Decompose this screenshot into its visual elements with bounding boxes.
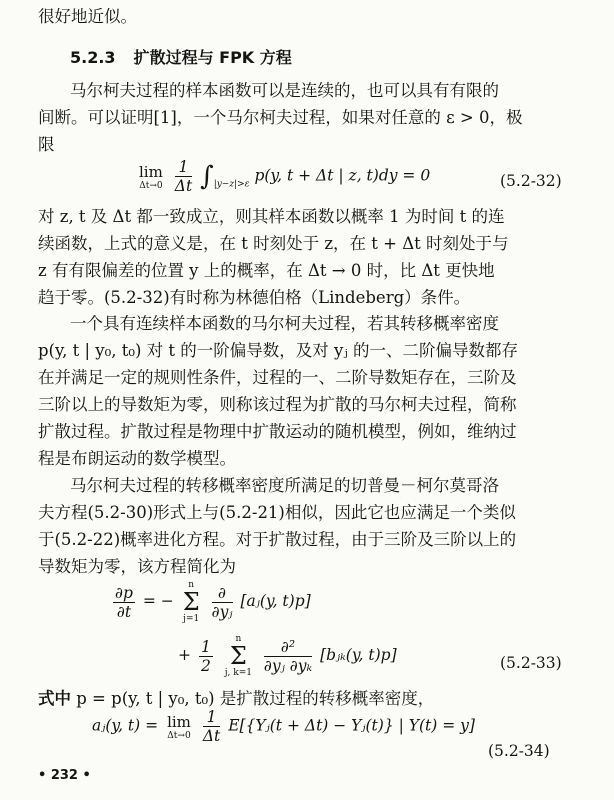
- where-line: [38, 688, 582, 710]
- para1-line-1: 马尔柯夫过程的样本函数可以是连续的，也可以具有有限的: [70, 81, 499, 100]
- section-heading: [70, 45, 310, 68]
- section-number: 5.2.3: [70, 48, 116, 67]
- para2-line-2: 续函数，上式的意义是，在 t 时刻处于 z，在 t + Δt 时刻处于与: [38, 234, 509, 253]
- diffusion-term: [bⱼₖ(y, t)p]: [320, 646, 397, 664]
- first-derivative-fraction: $\frac{\partial}{\text{∂yⱼ}}$: [211, 583, 233, 621]
- where-text: p = p(y, t | y₀, t₀) 是扩散过程的转移概率密度，: [76, 689, 435, 708]
- second-derivative-fraction: $\frac{\text{∂²}}{\text{∂yⱼ ∂yₖ}}$: [263, 637, 313, 675]
- equation-5-2-34: [92, 708, 475, 745]
- equation-number-5-2-34: (5.2-34): [488, 742, 550, 760]
- para3-line-5: 扩散过程。扩散过程是物理中扩散运动的随机模型，例如，维纳过: [38, 422, 517, 441]
- para4-line-3: 于(5.2-22)概率进化方程。对于扩散过程，由于三阶及三阶以上的: [38, 530, 517, 549]
- limit-operator: lim Δt→0: [139, 162, 163, 191]
- equation-number-5-2-32: (5.2-32): [500, 172, 562, 190]
- one-half-fraction: $\frac{1}{2}$: [200, 637, 211, 675]
- fraction-one-over-dt-2: $\frac{1}{\Delta t}$: [202, 708, 221, 745]
- integrand: p(y, t + Δt | z, t)dy = 0: [254, 166, 431, 185]
- equation-5-2-33-line-2: [178, 634, 397, 678]
- para2-line-3: z 有有限偏差的位置 y 上的概率，在 Δt → 0 时，比 Δt 更快地: [38, 261, 495, 280]
- sum-operator-2: n Σ j, k=1: [224, 634, 252, 678]
- para1-line-3: 限: [38, 135, 55, 154]
- section-title: 扩散过程与 FPK 方程: [133, 48, 292, 67]
- para3-line-6: 程是布朗运动的数学模型。: [38, 449, 236, 468]
- para3-line-3: 在并满足一定的规则性条件，过程的一、二阶导数矩存在，三阶及: [38, 368, 517, 387]
- page-number: • 232 •: [38, 768, 91, 783]
- top-fragment: 很好地近似。: [38, 7, 137, 26]
- para4-line-2: 夫方程(5.2-30)形式上与(5.2-21)相似，因此它也应满足一个类似: [38, 503, 516, 522]
- equation-5-2-33-line-1: [110, 580, 311, 624]
- sum-operator-1: n Σ j=1: [182, 580, 200, 624]
- equals-minus: = −: [142, 592, 174, 610]
- drift-coefficient-lhs: aⱼ(y, t) =: [92, 716, 159, 735]
- equation-number-5-2-33: (5.2-33): [500, 654, 562, 672]
- plus-sign: +: [178, 646, 191, 664]
- integral-domain: |y−z|>ε: [213, 179, 250, 190]
- para3-line-2: p(y, t | y₀, t₀) 对 t 的一阶偏导数，及对 yⱼ 的一、二阶偏导数都存: [38, 341, 518, 360]
- conditional-expectation: E[{Yⱼ(t + Δt) − Yⱼ(t)} | Y(t) = y]: [228, 716, 475, 735]
- para2-line-1: 对 z, t 及 Δt 都一致成立，则其样本函数以概率 1 为时间 t 的连: [38, 207, 505, 226]
- where-label: 式中: [38, 689, 71, 708]
- para4-line-1: 马尔柯夫过程的转移概率密度所满足的切普曼－柯尔莫哥洛: [70, 476, 499, 495]
- limit-operator-2: lim Δt→0: [167, 712, 191, 741]
- para3-line-4: 三阶以上的导数矩为零，则称该过程为扩散的马尔柯夫过程，简称: [38, 395, 517, 414]
- lhs-partial-fraction: $\frac{\partial p}{\partial t}$: [115, 583, 133, 621]
- para2-line-4: 趋于零。(5.2-32)有时称为林德伯格（Lindeberg）条件。: [38, 288, 471, 307]
- drift-term: [aⱼ(y, t)p]: [240, 592, 311, 610]
- para1-line-2: 间断。可以证明[1]，一个马尔柯夫过程，如果对任意的 ε > 0，极: [38, 108, 523, 127]
- equation-5-2-32: [135, 158, 430, 195]
- para4-line-4: 导数矩为零，该方程简化为: [38, 557, 236, 576]
- para3-line-1: 一个具有连续样本函数的马尔柯夫过程，若其转移概率密度: [70, 314, 499, 333]
- fraction-one-over-dt: $\frac{1}{\Delta t}$: [174, 158, 193, 195]
- integral-sign: ∫: [200, 161, 214, 192]
